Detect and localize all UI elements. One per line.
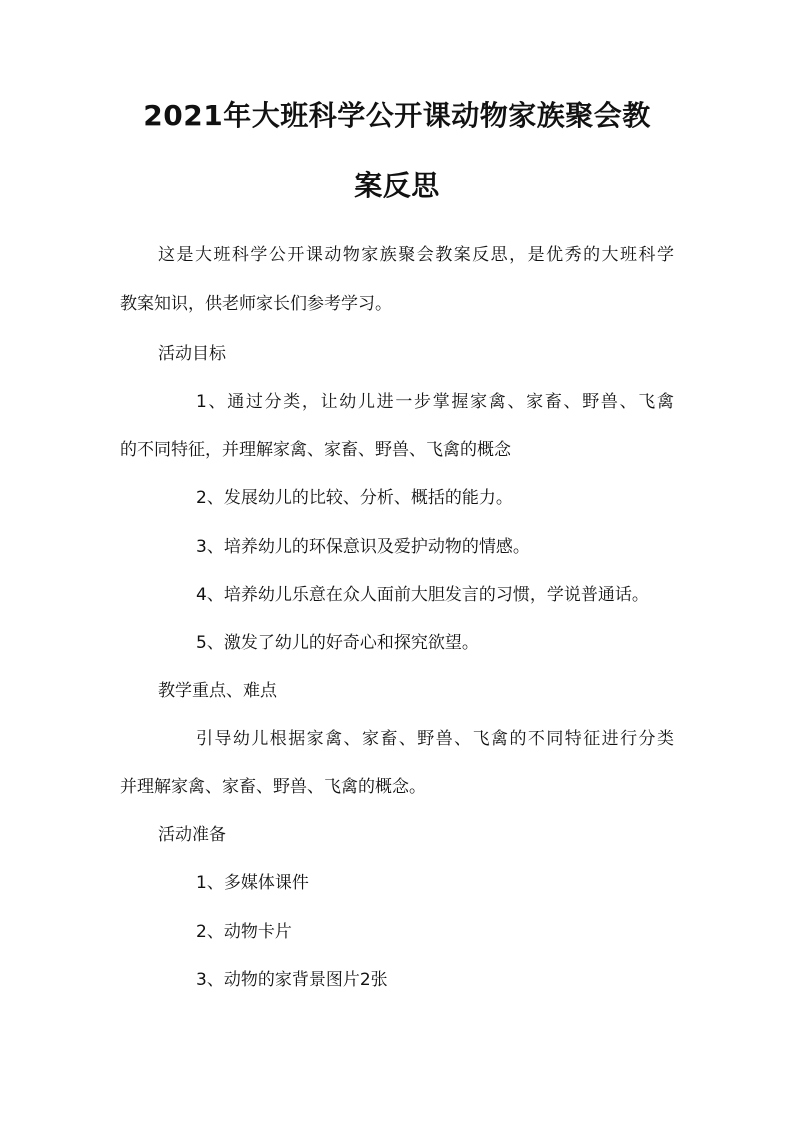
goal-item-2: 2、发展幼儿的比较、分析、概括的能力。 xyxy=(196,488,513,508)
section-heading-key-points: 教学重点、难点 xyxy=(158,681,277,701)
goal-item-3: 3、培养幼儿的环保意识及爱护动物的情感。 xyxy=(196,537,530,557)
intro-paragraph-line-2: 教案知识，供老师家长们参考学习。 xyxy=(120,294,392,314)
key-points-line-1: 引导幼儿根据家禽、家畜、野兽、飞禽的不同特征进行分类 xyxy=(196,729,674,749)
section-heading-goals: 活动目标 xyxy=(158,344,226,364)
goal-item-5: 5、激发了幼儿的好奇心和探究欲望。 xyxy=(196,633,479,653)
goal-item-1-line-2: 的不同特征，并理解家禽、家畜、野兽、飞禽的概念 xyxy=(120,440,511,460)
intro-paragraph-line-1: 这是大班科学公开课动物家族聚会教案反思，是优秀的大班科学 xyxy=(158,245,674,265)
document-title-line-1: 2021年大班科学公开课动物家族聚会教 xyxy=(143,99,651,132)
preparation-item-3: 3、动物的家背景图片2张 xyxy=(196,970,388,990)
key-points-line-2: 并理解家禽、家畜、野兽、飞禽的概念。 xyxy=(120,777,426,797)
goal-item-1-line-1: 1、通过分类，让幼儿进一步掌握家禽、家畜、野兽、飞禽 xyxy=(196,392,674,412)
section-heading-preparation: 活动准备 xyxy=(158,825,226,845)
document-title-line-2: 案反思 xyxy=(354,169,440,202)
preparation-item-2: 2、动物卡片 xyxy=(196,922,292,942)
preparation-item-1: 1、多媒体课件 xyxy=(196,873,309,893)
goal-item-4: 4、培养幼儿乐意在众人面前大胆发言的习惯，学说普通话。 xyxy=(196,585,649,605)
